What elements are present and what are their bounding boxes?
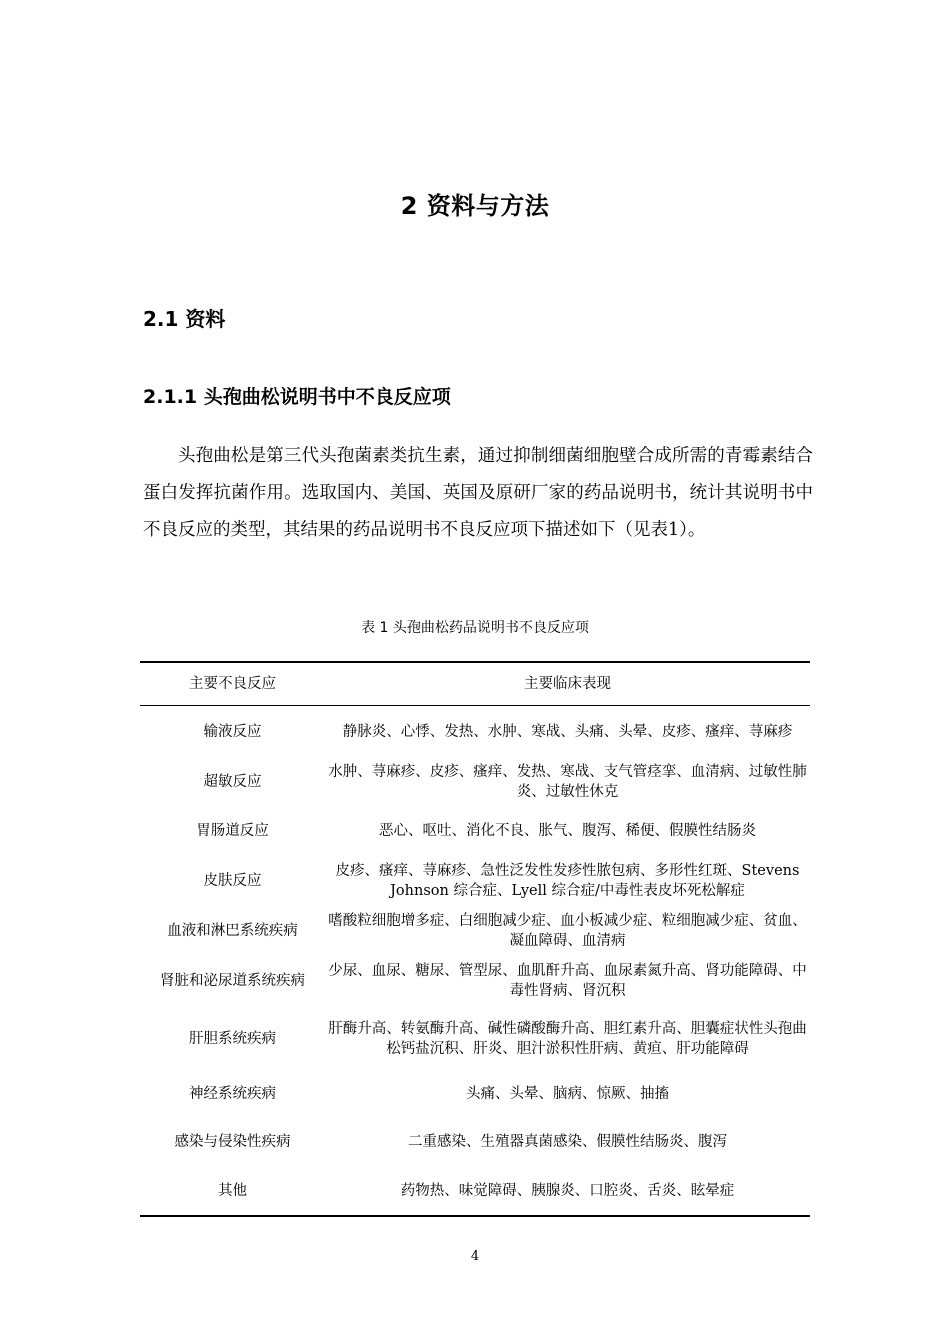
manifestations-cell: 少尿、血尿、糖尿、管型尿、血肌酐升高、血尿素氮升高、肾功能障碍、中毒性肾病、肾沉积 (328, 962, 807, 999)
manifestations-cell: 二重感染、生殖器真菌感染、假膜性结肠炎、腹泻 (408, 1133, 727, 1150)
reaction-cell: 肾脏和泌尿道系统疾病 (160, 972, 305, 989)
table-row (140, 856, 810, 906)
table-row (140, 706, 810, 758)
manifestations-cell: 静脉炎、心悸、发热、水肿、寒战、头痛、头晕、皮疹、瘙痒、荨麻疹 (342, 723, 793, 740)
body-paragraph: 头孢曲松是第三代头孢菌素类抗生素，通过抑制细菌细胞壁合成所需的青霉素结合蛋白发挥抗菌作用。选取国内、美国、英国及原研厂家的药品说明书，统计其说明书中不良反应的类型，其结果的药品说明书不良反应项下描述如下（见表1）。 (143, 446, 813, 540)
reaction-cell: 感染与侵染性疾病 (174, 1133, 291, 1150)
reaction-cell: 皮肤反应 (203, 872, 262, 889)
reaction-cell: 输液反应 (203, 723, 262, 740)
table-row (140, 1168, 810, 1216)
table-row (140, 1116, 810, 1168)
section-heading: 2.1 资料 (143, 307, 226, 331)
page-number: 4 (470, 1249, 480, 1264)
adverse-reaction-table (140, 661, 810, 1217)
reaction-cell: 胃肠道反应 (196, 822, 269, 839)
manifestations-cell: 水肿、荨麻疹、皮疹、瘙痒、发热、寒战、支气管痉挛、血清病、过敏性肺炎、过敏性休克 (328, 763, 807, 800)
reaction-cell: 超敏反应 (203, 773, 262, 790)
table-caption: 表 1 头孢曲松药品说明书不良反应项 (361, 620, 589, 636)
subsection-heading: 2.1.1 头孢曲松说明书中不良反应项 (143, 386, 451, 408)
reaction-cell: 其他 (218, 1183, 247, 1199)
manifestations-cell: 肝酶升高、转氨酶升高、碱性磷酸酶升高、胆红素升高、胆囊症状性头孢曲松钙盐沉积、肝炎、胆汁淤积性肝病、黄疸、肝功能障碍 (328, 1020, 807, 1057)
table-row (140, 1072, 810, 1116)
column-header-manifestations: 主要临床表现 (524, 676, 611, 692)
table-row (140, 906, 810, 956)
table-row (140, 956, 810, 1006)
manifestations-cell: 嗜酸粒细胞增多症、白细胞减少症、血小板减少症、粒细胞减少症、贫血、凝血障碍、血清病 (328, 912, 807, 949)
table-row (140, 806, 810, 856)
adverse-reaction-table-container (140, 661, 810, 1217)
manifestations-cell: 皮疹、瘙痒、荨麻疹、急性泛发性发疹性脓包病、多形性红斑、Stevens Johnson 综合症、Lyell 综合症/中毒性表皮坏死松解症 (335, 862, 800, 899)
manifestations-cell: 药物热、味觉障碍、胰腺炎、口腔炎、舌炎、眩晕症 (400, 1183, 735, 1199)
column-header-reaction: 主要不良反应 (189, 676, 276, 692)
reaction-cell: 肝胆系统疾病 (189, 1030, 276, 1047)
chapter-title: 2 资料与方法 (400, 192, 550, 220)
reaction-cell: 神经系统疾病 (189, 1085, 276, 1102)
manifestations-cell: 恶心、呕吐、消化不良、胀气、腹泻、稀便、假膜性结肠炎 (379, 822, 756, 839)
table-row (140, 758, 810, 806)
reaction-cell: 血液和淋巴系统疾病 (167, 922, 298, 939)
manifestations-cell: 头痛、头晕、脑病、惊厥、抽搐 (466, 1085, 669, 1102)
table-row (140, 1006, 810, 1072)
table-header-row (140, 662, 810, 706)
